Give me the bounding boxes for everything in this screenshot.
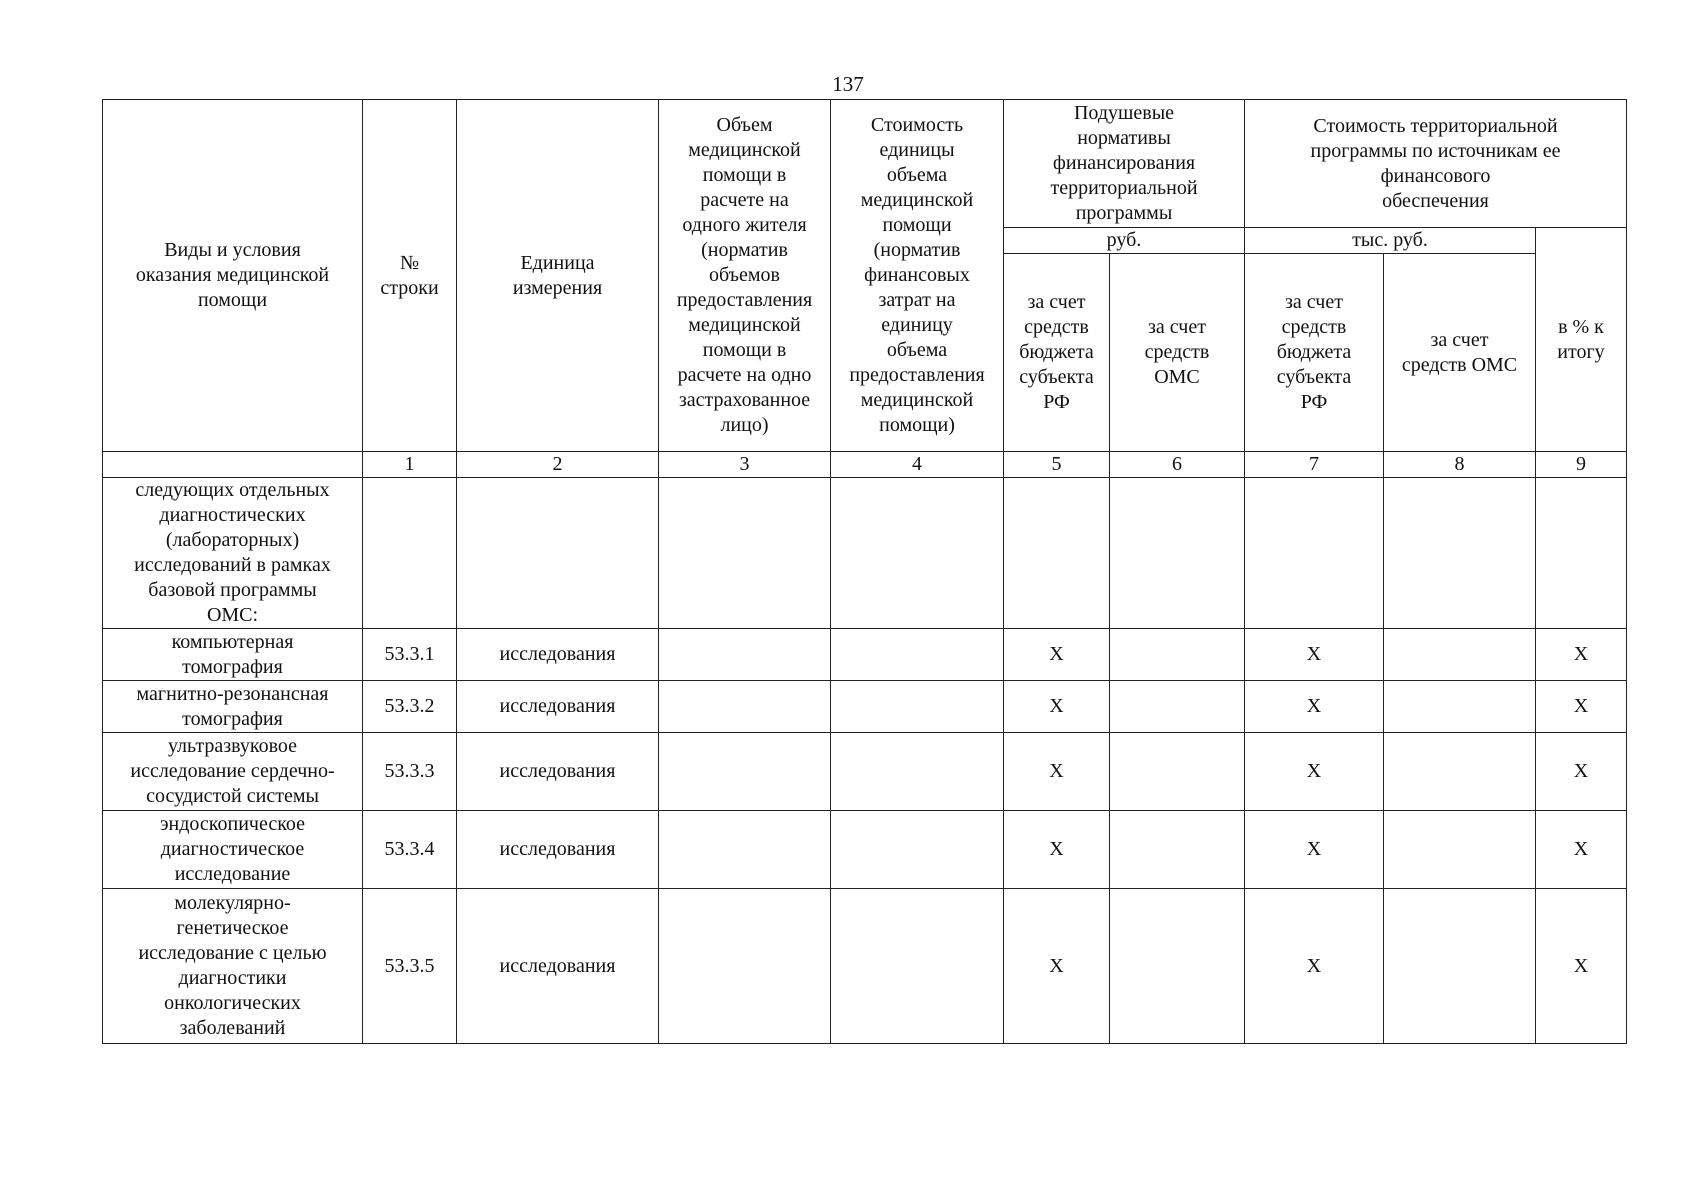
row-percent-total: X (1536, 811, 1627, 889)
row-percent-total: X (1536, 629, 1627, 681)
row-volume (659, 629, 831, 681)
row-unit: исследования (457, 629, 659, 681)
row-unit-cost (831, 681, 1004, 733)
row-line-number: 53.3.2 (363, 681, 457, 733)
row-per-capita-budget: X (1004, 811, 1110, 889)
column-index: 5 (1004, 452, 1110, 478)
row-name: магнитно-резонансная томография (103, 681, 363, 733)
row-cost-budget: X (1245, 629, 1384, 681)
column-index: 6 (1110, 452, 1245, 478)
row-cost-oms (1384, 681, 1536, 733)
row-volume (659, 889, 831, 1044)
row-unit: исследования (457, 733, 659, 811)
row-name: компьютерная томография (103, 629, 363, 681)
row-per-capita-oms (1110, 478, 1245, 629)
row-cost-oms (1384, 889, 1536, 1044)
row-percent-total: X (1536, 889, 1627, 1044)
header-row (103, 100, 1627, 228)
header-per-capita-budget: за счет средств бюджета субъекта РФ (1004, 254, 1110, 452)
header-percent-total: в % к итогу (1536, 228, 1627, 452)
column-index: 2 (457, 452, 659, 478)
column-index: 7 (1245, 452, 1384, 478)
row-line-number: 53.3.4 (363, 811, 457, 889)
header-unit-cost: Стоимость единицы объема медицинской помощи (норматив финансовых затрат на единицу объема предоставления медицинской помощи) (831, 100, 1004, 452)
header-program-cost-group: Стоимость территориальной программы по источникам ее финансового обеспечения (1245, 100, 1627, 228)
table-row (103, 478, 1627, 629)
header-cost-budget: за счет средств бюджета субъекта РФ (1245, 254, 1384, 452)
column-index-row (103, 452, 1627, 478)
row-per-capita-budget: X (1004, 889, 1110, 1044)
column-index (103, 452, 363, 478)
row-per-capita-budget: X (1004, 681, 1110, 733)
table-row (103, 889, 1627, 1044)
row-line-number (363, 478, 457, 629)
row-cost-budget: X (1245, 889, 1384, 1044)
header-unit-thousand-rub: тыс. руб. (1245, 228, 1536, 254)
column-index: 9 (1536, 452, 1627, 478)
row-unit: исследования (457, 681, 659, 733)
row-cost-budget: X (1245, 811, 1384, 889)
row-unit-cost (831, 733, 1004, 811)
row-name: молекулярно- генетическое исследование с целью диагностики онкологических заболеваний (103, 889, 363, 1044)
row-unit-cost (831, 478, 1004, 629)
row-volume (659, 478, 831, 629)
row-line-number: 53.3.5 (363, 889, 457, 1044)
row-percent-total (1536, 478, 1627, 629)
column-index: 8 (1384, 452, 1536, 478)
header-volume: Объем медицинской помощи в расчете на одного жителя (норматив объемов предоставления медицинской помощи в расчете на одно застрахованное лицо) (659, 100, 831, 452)
column-index: 4 (831, 452, 1004, 478)
row-unit-cost (831, 889, 1004, 1044)
row-per-capita-budget (1004, 478, 1110, 629)
column-index: 1 (363, 452, 457, 478)
row-cost-oms (1384, 629, 1536, 681)
row-volume (659, 733, 831, 811)
row-per-capita-oms (1110, 811, 1245, 889)
row-cost-budget (1245, 478, 1384, 629)
header-line-number: № строки (363, 100, 457, 452)
header-unit: Единица измерения (457, 100, 659, 452)
row-name: ультразвуковое исследование сердечно- сосудистой системы (103, 733, 363, 811)
table-row (103, 733, 1627, 811)
row-line-number: 53.3.3 (363, 733, 457, 811)
row-percent-total: X (1536, 733, 1627, 811)
row-unit: исследования (457, 889, 659, 1044)
row-name: следующих отдельных диагностических (лабораторных) исследований в рамках базовой программы ОМС: (103, 478, 363, 629)
row-cost-oms (1384, 811, 1536, 889)
row-line-number: 53.3.1 (363, 629, 457, 681)
row-per-capita-oms (1110, 629, 1245, 681)
table-row (103, 811, 1627, 889)
table-row (103, 629, 1627, 681)
row-per-capita-oms (1110, 681, 1245, 733)
row-unit-cost (831, 629, 1004, 681)
header-cost-oms: за счет средств ОМС (1384, 254, 1536, 452)
header-per-capita-group: Подушевые нормативы финансирования территориальной программы (1004, 100, 1245, 228)
header-per-capita-oms: за счет средств ОМС (1110, 254, 1245, 452)
row-cost-budget: X (1245, 681, 1384, 733)
row-volume (659, 681, 831, 733)
page-number: 137 (832, 72, 864, 96)
row-unit: исследования (457, 811, 659, 889)
row-unit-cost (831, 811, 1004, 889)
header-care-types: Виды и условия оказания медицинской помощи (103, 100, 363, 452)
row-volume (659, 811, 831, 889)
row-per-capita-budget: X (1004, 629, 1110, 681)
row-per-capita-oms (1110, 733, 1245, 811)
row-cost-oms (1384, 478, 1536, 629)
row-name: эндоскопическое диагностическое исследование (103, 811, 363, 889)
row-percent-total: X (1536, 681, 1627, 733)
row-cost-budget: X (1245, 733, 1384, 811)
header-unit-rub: руб. (1004, 228, 1245, 254)
row-per-capita-oms (1110, 889, 1245, 1044)
row-per-capita-budget: X (1004, 733, 1110, 811)
row-unit (457, 478, 659, 629)
row-cost-oms (1384, 733, 1536, 811)
financing-table (102, 99, 1627, 1044)
column-index: 3 (659, 452, 831, 478)
table-row (103, 681, 1627, 733)
